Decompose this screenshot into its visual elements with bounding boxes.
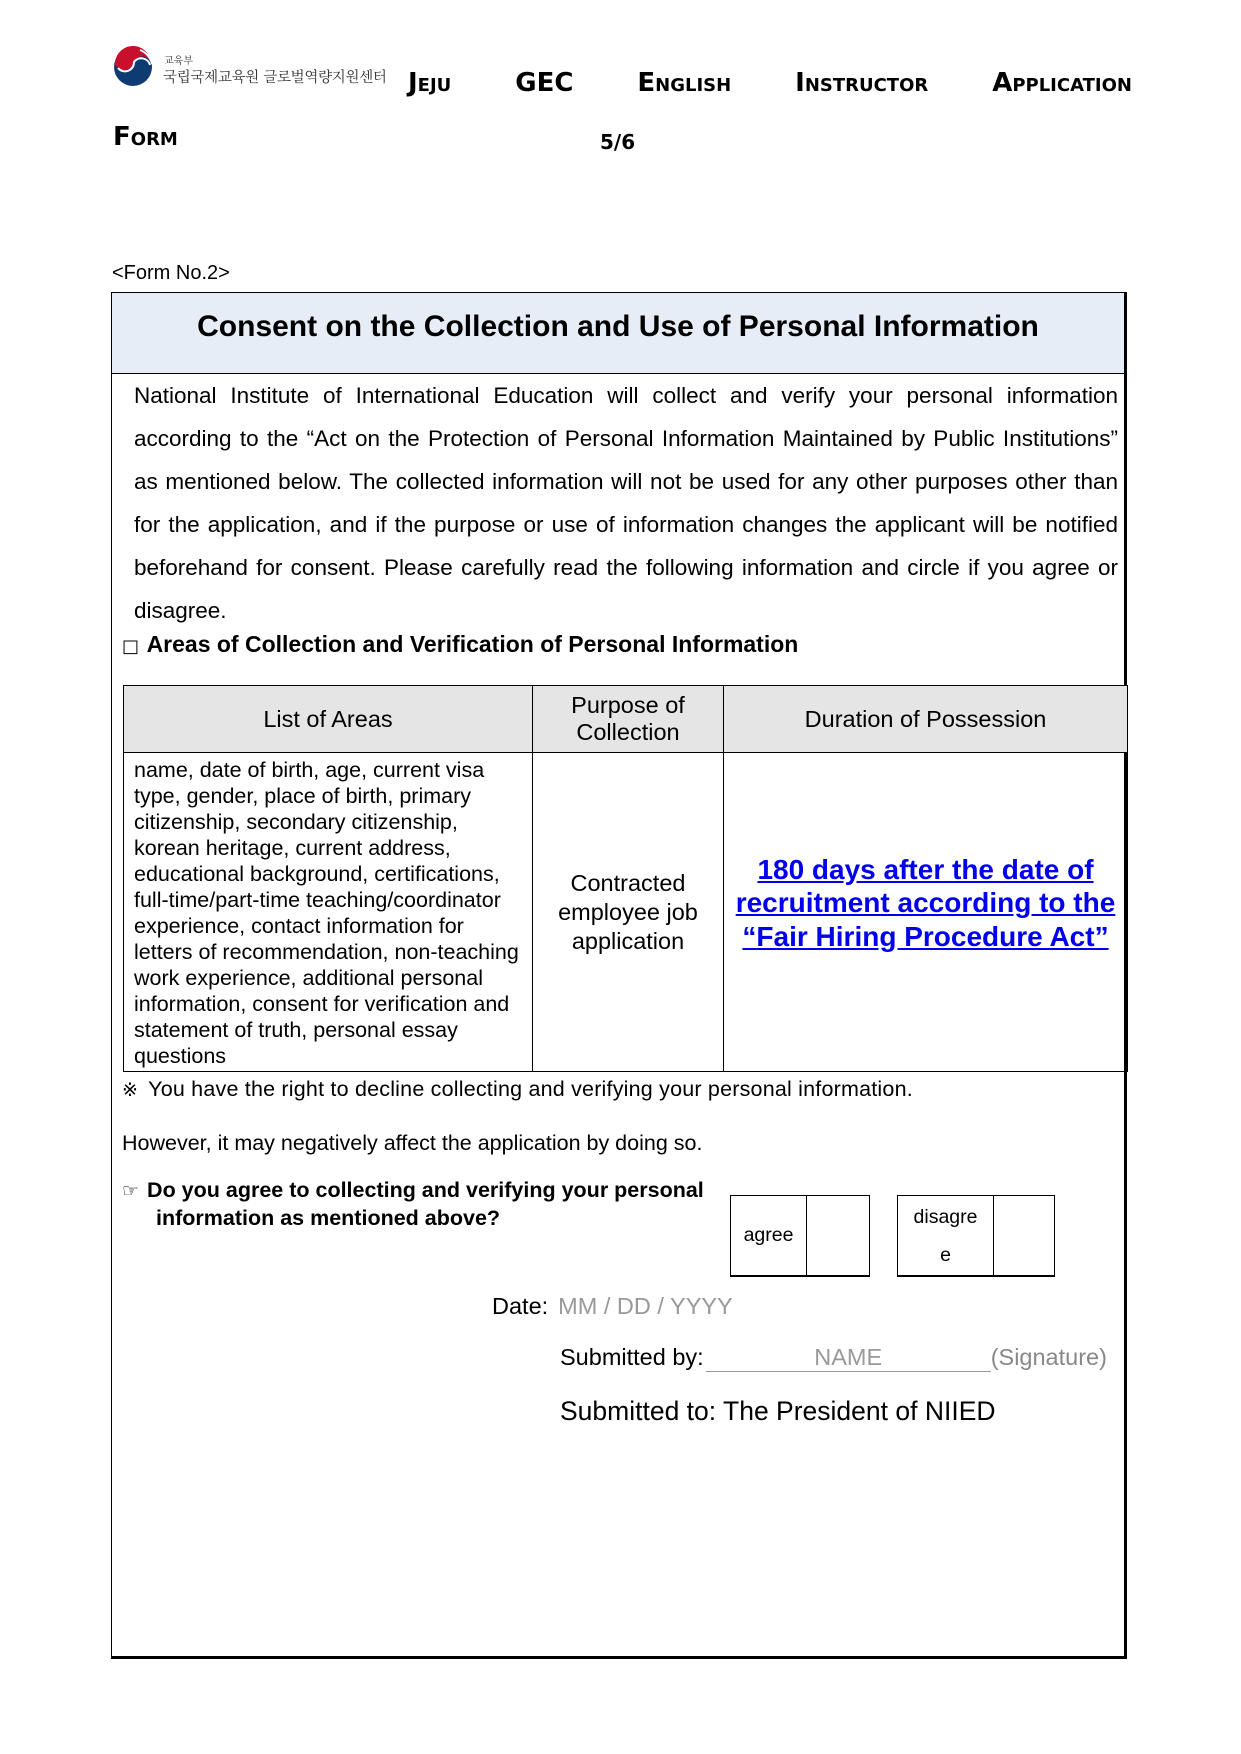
logo-center-text: 국립국제교육원 글로벌역량지원센터 [163,70,387,86]
consent-question [122,1177,704,1232]
checkbox-square-icon: □ [122,636,140,657]
agree-option[interactable] [730,1195,870,1277]
form-number: <Form No.2> [112,262,230,284]
table-header-row [124,686,1128,753]
submitted-by-field [560,1344,1107,1372]
question-line-1: Do you agree to collecting and verifying your personal [147,1178,704,1202]
title-word: Jeju [408,68,452,98]
intro-paragraph: National Institute of International Education will collect and verify your personal information according to the “Act on the Protection of Personal Information Maintained by Public Institutions” as mentioned below. The collected information will not be used for any other purposes other than for the application, and if the purpose or use of information changes the applicant will be notified beforehand for consent. Please carefully read the following information and circle if you agree or disagree. [134,383,1118,623]
name-input[interactable]: NAME [706,1344,991,1372]
header-purpose [533,686,724,753]
document-title-continued: Form [113,122,178,152]
niied-logo-icon [112,46,154,88]
disagree-mark-box[interactable] [994,1196,1054,1275]
form-title: Consent on the Collection and Use of Personal Information [197,310,1039,343]
header-purpose-text: Purpose of Collection [571,692,685,745]
logo-ministry-text: 교육부 [164,56,193,67]
section-heading [122,631,798,658]
header-list-of-areas: List of Areas [124,686,533,753]
submitted-to: Submitted to: The President of NIIED [560,1396,996,1426]
disagree-option[interactable] [897,1195,1055,1277]
title-word: English [637,68,732,98]
purpose-cell [533,753,724,1072]
signature-label: (Signature) [990,1344,1107,1370]
title-word: GEC [515,68,574,98]
title-word: Instructor [795,68,929,98]
form-title-bar [112,293,1124,374]
section-heading-text: Areas of Collection and Verification of Personal Information [146,631,799,657]
right-to-decline-text: You have the right to decline collecting and verifying your personal information. [148,1077,913,1101]
pointing-hand-icon: ☞ [122,1180,140,1202]
duration-link[interactable]: 180 days after the date of recruitment according to the “Fair Hiring Procedure Act” [735,853,1116,952]
table-row [124,753,1128,1072]
header-duration: Duration of Possession [724,686,1128,753]
agree-label: agree [731,1196,807,1275]
reference-mark-icon: ※ [122,1079,139,1101]
disagree-label [898,1196,994,1275]
right-to-decline-note [122,1077,913,1102]
page-number: 5/6 [600,130,636,154]
question-line-2: information as mentioned above? [156,1206,501,1230]
date-field[interactable] [492,1293,733,1320]
areas-list-text: name, date of birth, age, current visa type, gender, place of birth, primary citizenship, secondary citizenship, korean heritage, current address, educational background, certifications, full-time/part-time teaching/coordinator experience, contact information for letters of recommendation, non-teaching work experience, additional personal information, consent for verification and statement of truth, personal essay questions [134,758,519,1068]
consent-form-box [111,292,1127,1659]
agree-mark-box[interactable] [807,1196,869,1275]
collection-areas-table [123,685,1128,1072]
disagree-label-line-2: e [940,1243,951,1266]
duration-cell [724,753,1128,1072]
document-title [408,68,1132,98]
purpose-text: Contracted employee job application [558,869,698,954]
date-label: Date: [492,1293,549,1319]
negative-effect-note: However, it may negatively affect the application by doing so. [122,1131,703,1155]
disagree-label-line-1: disagre [913,1205,978,1228]
title-word: Application [992,68,1132,98]
date-input[interactable]: MM / DD / YYYY [558,1293,733,1319]
areas-cell [124,753,533,1072]
submitted-by-label: Submitted by: [560,1344,704,1370]
